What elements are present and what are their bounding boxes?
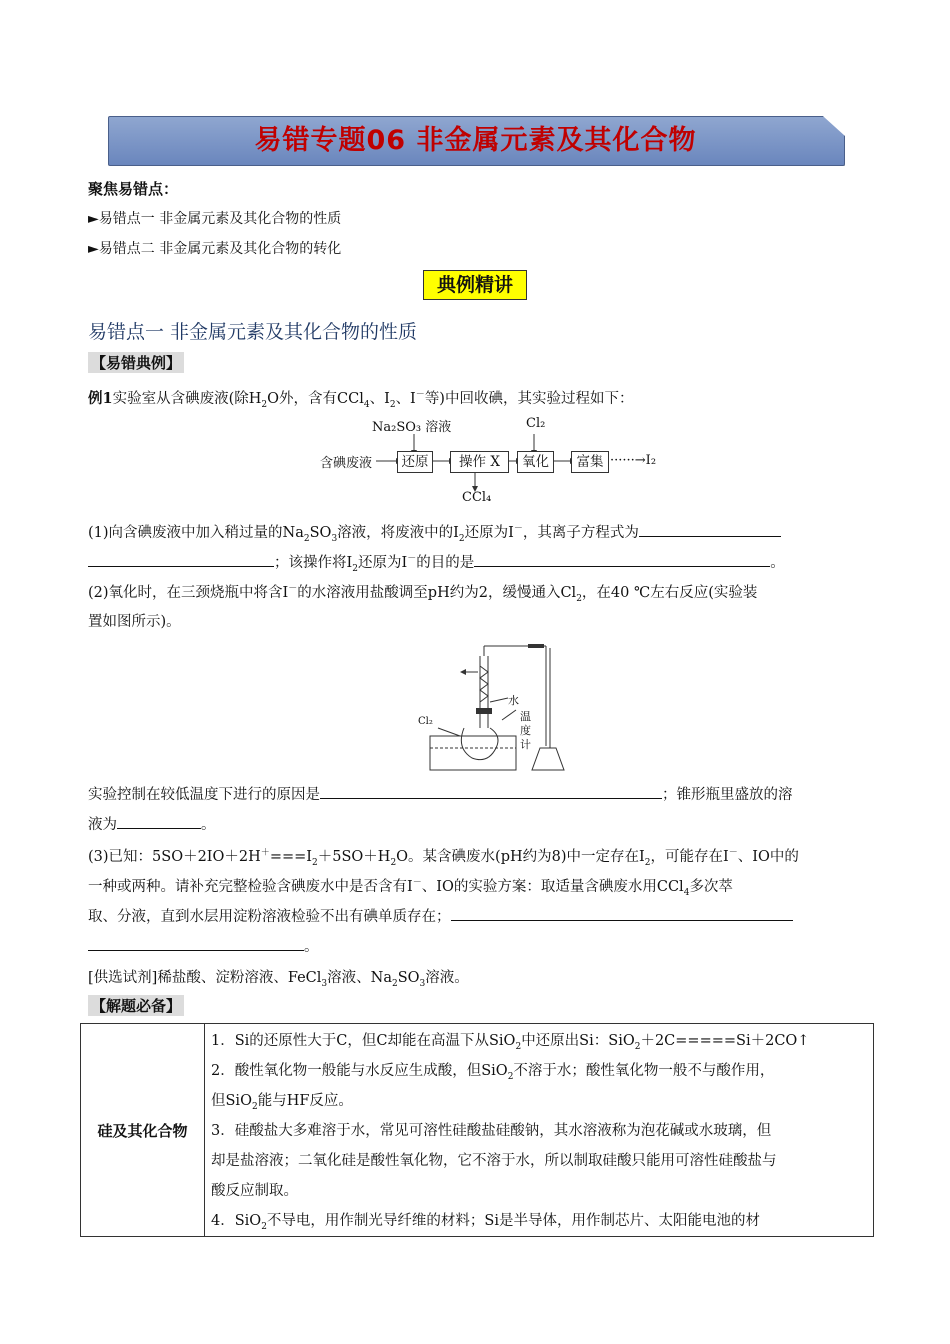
answer-blank-1a[interactable] bbox=[639, 522, 781, 537]
answer-blank-1c[interactable] bbox=[474, 552, 770, 567]
question-3-line-2: 一种或两种。请补充完整检验含碘废水中是否含有I－、IO的实验方案：取适量含碘废水用CCl$_4$多次萃 bbox=[88, 878, 733, 898]
tag-solution: 【解题必备】 bbox=[88, 995, 184, 1016]
answer-blank-2b[interactable] bbox=[117, 814, 201, 829]
tag-example: 【易错典例】 bbox=[88, 352, 184, 373]
focus-item-1: ►易错点一 非金属元素及其化合物的性质 bbox=[88, 211, 342, 227]
flow-reagent-na2so3: Na₂SO₃ 溶液 bbox=[372, 420, 452, 435]
label-thermo-3: 计 bbox=[520, 738, 531, 751]
table-point-3: 3．硅酸盐大多难溶于水，常见可溶性硅酸盐硅酸钠，其水溶液称为泡花碱或水玻璃，但 bbox=[211, 1123, 772, 1139]
flow-box-enrich: 富集 bbox=[571, 451, 609, 473]
question-3-line-4: 。 bbox=[88, 935, 319, 956]
table-point-2-cont: 但SiO$_2$能与HF反应。 bbox=[211, 1093, 353, 1112]
label-cl2-inlet: Cl₂ bbox=[418, 716, 433, 727]
question-2-line-1: (2)氧化时，在三颈烧瓶中将含I－的水溶液用盐酸调至pH约为2，缓慢通入$Cl_2$，在40 ℃左右反应(实验装 bbox=[88, 584, 758, 604]
process-flow-diagram bbox=[300, 412, 680, 508]
question-3-line-1: (3)已知：$5SO+2IO+2H^+===I_2+5SO+H_2O$。某含碘废水(pH约为8)中一定存在$I_2$，可能存在I－、IO中的 bbox=[88, 848, 799, 868]
section-heading: 易错点一 非金属元素及其化合物的性质 bbox=[88, 321, 418, 343]
flow-end: ······→I₂ bbox=[610, 453, 657, 468]
question-2-line-4: 液为 。 bbox=[88, 813, 216, 834]
knowledge-table bbox=[80, 1023, 874, 1237]
flow-box-operation-x: 操作 X bbox=[450, 451, 509, 473]
apparatus-drawing bbox=[416, 636, 576, 774]
example-label: 例1 bbox=[88, 390, 113, 407]
answer-blank-1b[interactable] bbox=[88, 552, 274, 567]
section-badge: 典例精讲 bbox=[423, 270, 527, 300]
focus-heading: 聚焦易错点： bbox=[88, 180, 179, 198]
apparatus-diagram bbox=[416, 636, 576, 774]
focus-item-2: ►易错点二 非金属元素及其化合物的转化 bbox=[88, 241, 342, 257]
table-row bbox=[81, 1024, 874, 1237]
question-2-line-2: 置如图所示)。 bbox=[88, 614, 181, 630]
question-3-line-3: 取、分液，直到水层用淀粉溶液检验不出有碘单质存在； bbox=[88, 905, 793, 926]
flow-box-oxidize: 氧化 bbox=[517, 451, 554, 473]
label-thermo-1: 温 bbox=[520, 710, 531, 723]
reagents-line: [供选试剂]稀盐酸、淀粉溶液、FeCl$_3$溶液、$Na_2SO_3$溶液。 bbox=[88, 970, 469, 989]
label-thermo-2: 度 bbox=[520, 724, 531, 737]
question-2-line-3: 实验控制在较低温度下进行的原因是 ；锥形瓶里盛放的溶 bbox=[88, 783, 793, 804]
answer-blank-3a[interactable] bbox=[451, 906, 793, 921]
answer-blank-3b[interactable] bbox=[88, 936, 304, 951]
table-point-2: 2．酸性氧化物一般能与水反应生成酸，但SiO$_2$不溶于水；酸性氧化物一般不与酸作用， bbox=[211, 1063, 775, 1082]
table-content bbox=[205, 1024, 874, 1237]
label-water: 水 bbox=[508, 694, 519, 707]
table-point-4: 4．SiO$_2$不导电，用作制光导纤维的材料；Si是半导体，用作制芯片、太阳能电池的材 bbox=[211, 1213, 760, 1232]
table-topic: 硅及其化合物 bbox=[81, 1024, 205, 1237]
flow-start: 含碘废液 bbox=[320, 456, 373, 471]
table-point-1: 1．Si的还原性大于C，但C却能在高温下从SiO$_2$中还原出Si：SiO$_2$＋2C=====Si＋2CO↑ bbox=[211, 1033, 810, 1052]
flow-box-reduce: 还原 bbox=[397, 451, 433, 473]
flow-output-ccl4: CCl₄ bbox=[462, 490, 492, 505]
table-point-3-cont: 却是盐溶液；二氧化硅是酸性氧化物，它不溶于水，所以制取硅酸只能用可溶性硅酸盐与 bbox=[211, 1153, 777, 1169]
question-1-line-2: ；该操作将$I_2$还原为I－的目的是 。 bbox=[88, 551, 785, 572]
flow-reagent-cl2: Cl₂ bbox=[526, 416, 546, 431]
example-intro: 例1实验室从含碘废液(除$H_2O$外，含有CCl$_4$、$I_2$、I－等)中回收碘，其实验过程如下： bbox=[88, 390, 634, 410]
question-1-line-1: (1)向含碘废液中加入稍过量的$Na_2SO_3$溶液，将废液中的$I_2$还原为I－，其离子方程式为 bbox=[88, 521, 781, 542]
answer-blank-2a[interactable] bbox=[320, 784, 662, 799]
page-title: 易错专题06 非金属元素及其化合物 bbox=[254, 125, 697, 156]
table-point-3-end: 酸反应制取。 bbox=[211, 1183, 298, 1199]
